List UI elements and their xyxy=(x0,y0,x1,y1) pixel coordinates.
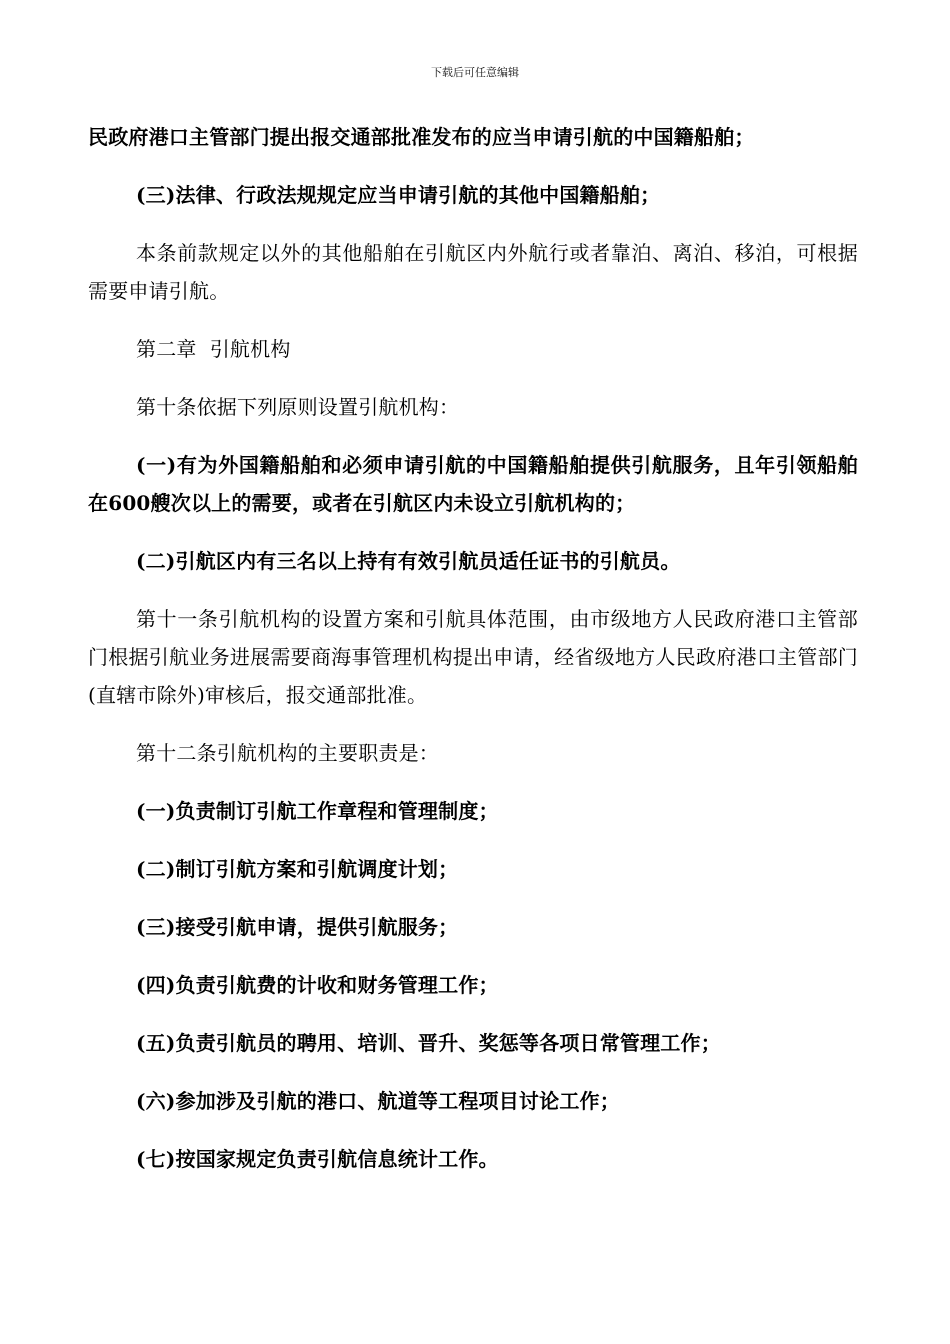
article-12-item-6: (六)参加涉及引航的港口、航道等工程项目讨论工作； xyxy=(136,1089,620,1113)
article-11: 第十一条引航机构的设置方案和引航具体范围，由市级地方人民政府港口主管部门根据引航业务进展需要商海事管理机构提出申请，经省级地方人民政府港口主管部门(直辖市除外)审核后，报交通部批准。 xyxy=(88,607,858,707)
document-body xyxy=(88,118,858,1198)
article-12-heading: 第十二条引航机构的主要职责是： xyxy=(136,741,439,765)
article-12-item-2: (二)制订引航方案和引航调度计划； xyxy=(136,857,459,881)
article-12-item-3: (三)接受引航申请，提供引航服务； xyxy=(136,915,459,939)
paragraph-other-ships: 本条前款规定以外的其他船舶在引航区内外航行或者靠泊、离泊、移泊，可根据需要申请引航。 xyxy=(88,241,858,303)
article-12-item-7: (七)按国家规定负责引航信息统计工作。 xyxy=(136,1147,499,1171)
article-10-item-1: (一)有为外国籍船舶和必须申请引航的中国籍船舶提供引航服务，且年引领船舶在600艘次以上的需要，或者在引航区内未设立引航机构的； xyxy=(88,453,858,515)
article-12-item-1: (一)负责制订引航工作章程和管理制度； xyxy=(136,799,499,823)
article-10-item-2: (二)引航区内有三名以上持有有效引航员适任证书的引航员。 xyxy=(136,549,681,573)
list-item-3: (三)法律、行政法规规定应当申请引航的其他中国籍船舶； xyxy=(136,183,661,207)
article-12-item-5: (五)负责引航员的聘用、培训、晋升、奖惩等各项日常管理工作； xyxy=(136,1031,721,1055)
article-12-item-4: (四)负责引航费的计收和财务管理工作； xyxy=(136,973,499,997)
chapter-heading: 第二章 引航机构 xyxy=(136,337,291,361)
header-note: 下载后可任意编辑 xyxy=(431,66,519,79)
article-10-heading: 第十条依据下列原则设置引航机构： xyxy=(136,395,460,419)
paragraph-continuation: 民政府港口主管部门提出报交通部批准发布的应当申请引航的中国籍船舶； xyxy=(88,125,755,149)
